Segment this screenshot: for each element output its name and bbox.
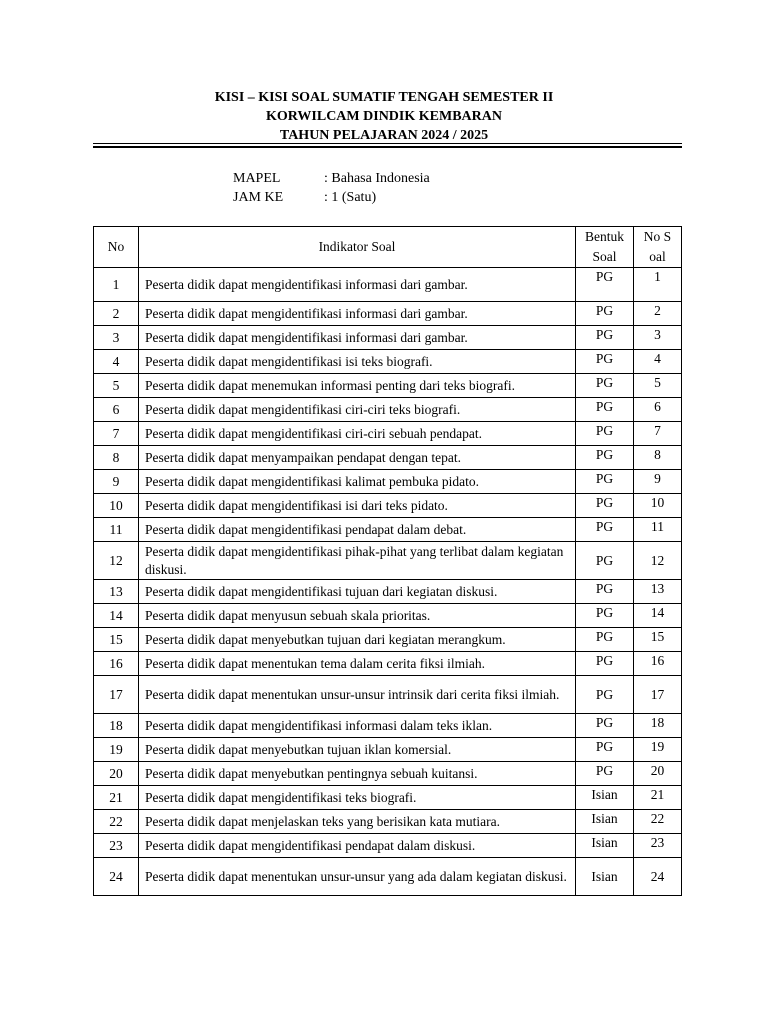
col-indikator-header: Indikator Soal (139, 227, 576, 268)
table-row (94, 580, 682, 604)
row-indikator: Peserta didik dapat mengidentifikasi pendapat dalam debat. (139, 518, 576, 542)
mapel-label: MAPEL (233, 171, 281, 186)
row-no: 6 (94, 398, 139, 422)
table-row (94, 302, 682, 326)
row-nosoal: 22 (634, 810, 682, 834)
table-row (94, 374, 682, 398)
table-row (94, 762, 682, 786)
row-no: 13 (94, 580, 139, 604)
row-bentuk: PG (576, 738, 634, 762)
row-bentuk: PG (576, 398, 634, 422)
row-no: 11 (94, 518, 139, 542)
row-no: 8 (94, 446, 139, 470)
row-indikator: Peserta didik dapat mengidentifikasi ciri-ciri teks biografi. (139, 398, 576, 422)
bentuk-header-line2: Soal (592, 249, 617, 264)
row-no: 15 (94, 628, 139, 652)
table-row (94, 834, 682, 858)
row-bentuk: PG (576, 422, 634, 446)
row-indikator: Peserta didik dapat mengidentifikasi pihak-pihat yang terlibat dalam kegiatan diskusi. (139, 542, 576, 580)
table-body (94, 268, 682, 896)
row-indikator: Peserta didik dapat mengidentifikasi informasi dari gambar. (139, 326, 576, 350)
row-indikator: Peserta didik dapat mengidentifikasi ciri-ciri sebuah pendapat. (139, 422, 576, 446)
row-nosoal: 12 (634, 542, 682, 580)
row-no: 2 (94, 302, 139, 326)
bentuk-header-line1: Bentuk (585, 229, 624, 244)
row-no: 17 (94, 676, 139, 714)
row-nosoal: 17 (634, 676, 682, 714)
table-row (94, 810, 682, 834)
row-bentuk: PG (576, 326, 634, 350)
row-indikator: Peserta didik dapat mengidentifikasi isi teks biografi. (139, 350, 576, 374)
row-no: 3 (94, 326, 139, 350)
row-no: 21 (94, 786, 139, 810)
row-bentuk: PG (576, 542, 634, 580)
document-title: KISI – KISI SOAL SUMATIF TENGAH SEMESTER II (214, 90, 554, 105)
nosoal-header-line2: oal (649, 249, 666, 264)
row-no: 20 (94, 762, 139, 786)
row-no: 5 (94, 374, 139, 398)
row-bentuk: PG (576, 470, 634, 494)
table-header-row (94, 227, 682, 268)
row-no: 16 (94, 652, 139, 676)
col-nosoal-header (634, 227, 682, 268)
row-indikator: Peserta didik dapat menjelaskan teks yang berisikan kata mutiara. (139, 810, 576, 834)
table-row (94, 494, 682, 518)
row-nosoal: 6 (634, 398, 682, 422)
document-subtitle: KORWILCAM DINDIK KEMBARAN (266, 109, 502, 124)
row-nosoal: 7 (634, 422, 682, 446)
row-bentuk: PG (576, 762, 634, 786)
row-indikator: Peserta didik dapat mengidentifikasi informasi dari gambar. (139, 268, 576, 302)
jam-line (233, 188, 376, 207)
row-nosoal: 5 (634, 374, 682, 398)
nosoal-header-line1: No S (643, 229, 672, 244)
row-bentuk: PG (576, 374, 634, 398)
row-nosoal: 2 (634, 302, 682, 326)
row-indikator: Peserta didik dapat menyebutkan tujuan iklan komersial. (139, 738, 576, 762)
table-row (94, 446, 682, 470)
row-bentuk: PG (576, 350, 634, 374)
table-row (94, 786, 682, 810)
row-nosoal: 13 (634, 580, 682, 604)
row-bentuk: PG (576, 714, 634, 738)
row-no: 12 (94, 542, 139, 580)
table-row (94, 628, 682, 652)
row-nosoal: 10 (634, 494, 682, 518)
row-nosoal: 4 (634, 350, 682, 374)
row-indikator: Peserta didik dapat mengidentifikasi teks biografi. (139, 786, 576, 810)
mapel-value: : Bahasa Indonesia (324, 171, 430, 186)
school-year: TAHUN PELAJARAN 2024 / 2025 (279, 128, 489, 143)
row-nosoal: 21 (634, 786, 682, 810)
row-bentuk: PG (576, 302, 634, 326)
row-indikator: Peserta didik dapat menyebutkan tujuan dari kegiatan merangkum. (139, 628, 576, 652)
table-row (94, 422, 682, 446)
row-nosoal: 14 (634, 604, 682, 628)
row-nosoal: 16 (634, 652, 682, 676)
row-no: 23 (94, 834, 139, 858)
table-row (94, 326, 682, 350)
header-rule-thick (93, 146, 682, 148)
row-nosoal: 3 (634, 326, 682, 350)
jam-label: JAM KE (233, 190, 284, 205)
kisi-table (93, 226, 682, 896)
row-bentuk: PG (576, 580, 634, 604)
row-indikator: Peserta didik dapat menyusun sebuah skala prioritas. (139, 604, 576, 628)
row-indikator: Peserta didik dapat menentukan tema dalam cerita fiksi ilmiah. (139, 652, 576, 676)
row-bentuk: PG (576, 446, 634, 470)
table-row (94, 268, 682, 302)
table-row (94, 858, 682, 896)
row-no: 19 (94, 738, 139, 762)
row-no: 9 (94, 470, 139, 494)
row-nosoal: 1 (634, 268, 682, 302)
row-bentuk: PG (576, 676, 634, 714)
row-nosoal: 24 (634, 858, 682, 896)
col-no-header: No (94, 227, 139, 268)
table-row (94, 652, 682, 676)
row-no: 14 (94, 604, 139, 628)
col-bentuk-header (576, 227, 634, 268)
row-indikator: Peserta didik dapat mengidentifikasi informasi dari gambar. (139, 302, 576, 326)
jam-value: : 1 (Satu) (324, 190, 377, 205)
row-nosoal: 23 (634, 834, 682, 858)
row-no: 1 (94, 268, 139, 302)
row-nosoal: 19 (634, 738, 682, 762)
row-bentuk: PG (576, 268, 634, 302)
row-bentuk: Isian (576, 834, 634, 858)
row-bentuk: PG (576, 518, 634, 542)
row-indikator: Peserta didik dapat menentukan unsur-unsur yang ada dalam kegiatan diskusi. (139, 858, 576, 896)
row-indikator: Peserta didik dapat menentukan unsur-unsur intrinsik dari cerita fiksi ilmiah. (139, 676, 576, 714)
row-no: 24 (94, 858, 139, 896)
row-bentuk: Isian (576, 858, 634, 896)
row-nosoal: 11 (634, 518, 682, 542)
row-nosoal: 15 (634, 628, 682, 652)
row-bentuk: PG (576, 494, 634, 518)
row-bentuk: Isian (576, 810, 634, 834)
table-row (94, 542, 682, 580)
row-indikator: Peserta didik dapat mengidentifikasi kalimat pembuka pidato. (139, 470, 576, 494)
mapel-line (233, 169, 430, 188)
row-no: 22 (94, 810, 139, 834)
row-indikator: Peserta didik dapat mengidentifikasi informasi dalam teks iklan. (139, 714, 576, 738)
table-row (94, 714, 682, 738)
row-indikator: Peserta didik dapat mengidentifikasi isi dari teks pidato. (139, 494, 576, 518)
row-no: 18 (94, 714, 139, 738)
table-row (94, 350, 682, 374)
row-bentuk: Isian (576, 786, 634, 810)
row-bentuk: PG (576, 652, 634, 676)
table-row (94, 398, 682, 422)
row-indikator: Peserta didik dapat menemukan informasi penting dari teks biografi. (139, 374, 576, 398)
row-nosoal: 9 (634, 470, 682, 494)
row-no: 4 (94, 350, 139, 374)
table-row (94, 676, 682, 714)
table-row (94, 604, 682, 628)
table-row (94, 738, 682, 762)
row-indikator: Peserta didik dapat mengidentifikasi pendapat dalam diskusi. (139, 834, 576, 858)
row-bentuk: PG (576, 628, 634, 652)
row-nosoal: 20 (634, 762, 682, 786)
table-row (94, 518, 682, 542)
row-indikator: Peserta didik dapat menyampaikan pendapat dengan tepat. (139, 446, 576, 470)
header-rule-thin (93, 143, 682, 144)
row-no: 7 (94, 422, 139, 446)
row-no: 10 (94, 494, 139, 518)
table-row (94, 470, 682, 494)
row-nosoal: 18 (634, 714, 682, 738)
row-indikator: Peserta didik dapat menyebutkan pentingnya sebuah kuitansi. (139, 762, 576, 786)
row-bentuk: PG (576, 604, 634, 628)
row-nosoal: 8 (634, 446, 682, 470)
row-indikator: Peserta didik dapat mengidentifikasi tujuan dari kegiatan diskusi. (139, 580, 576, 604)
